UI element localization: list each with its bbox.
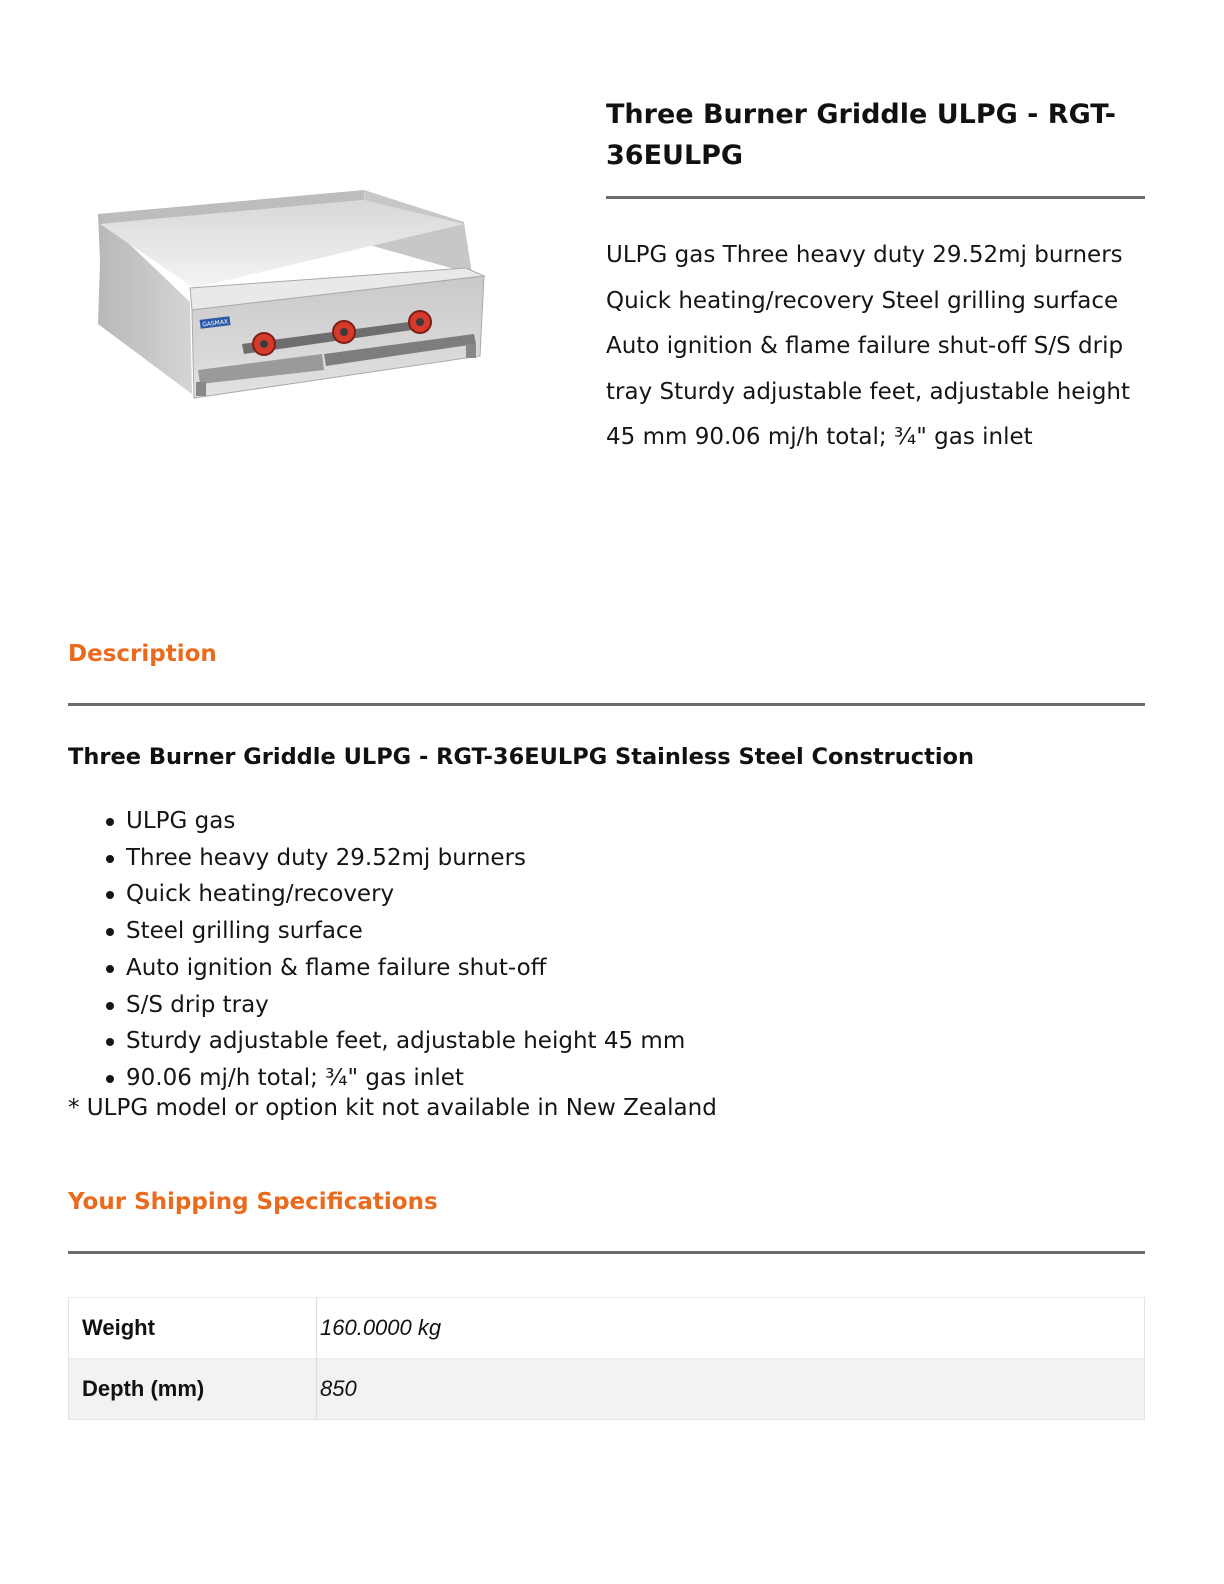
feature-list [68, 803, 685, 1097]
spec-label-depth: Depth (mm) [69, 1359, 317, 1420]
feature-item: S/S drip tray [68, 987, 685, 1024]
shipping-spec-table [68, 1297, 1145, 1420]
product-title: Three Burner Griddle ULPG - RGT-36EULPG [606, 99, 1116, 171]
feature-item: Quick heating/recovery [68, 876, 685, 913]
title-divider [606, 196, 1145, 199]
product-image [94, 184, 488, 404]
feature-item: Auto ignition & flame failure shut-off [68, 950, 685, 987]
feature-item: Three heavy duty 29.52mj burners [68, 840, 685, 877]
brand-badge-text: GASMAX [201, 318, 229, 329]
spec-value-weight: 160.0000 kg [317, 1298, 1145, 1359]
shipping-heading: Your Shipping Specifications [68, 1189, 438, 1215]
availability-note: * ULPG model or option kit not available in New Zealand [68, 1095, 717, 1121]
spec-value-depth: 850 [317, 1359, 1145, 1420]
description-divider [68, 703, 1145, 706]
feature-item: ULPG gas [68, 803, 685, 840]
description-heading: Description [68, 641, 217, 667]
feature-item: Steel grilling surface [68, 913, 685, 950]
feature-item: 90.06 mj/h total; ¾" gas inlet [68, 1060, 685, 1097]
shipping-divider [68, 1251, 1145, 1254]
table-row [69, 1298, 1145, 1359]
feature-item: Sturdy adjustable feet, adjustable height 45 mm [68, 1023, 685, 1060]
spec-label-weight: Weight [69, 1298, 317, 1359]
description-subtitle: Three Burner Griddle ULPG - RGT-36EULPG Stainless Steel Construction [68, 744, 975, 770]
product-short-description: ULPG gas Three heavy duty 29.52mj burners Quick heating/recovery Steel grilling surface Auto ignition & flame failure shut-off S/S drip tray Sturdy adjustable feet, adjustable height 45 mm 90.06 mj/h total; ¾" gas inlet [606, 242, 1131, 450]
table-row [69, 1359, 1145, 1420]
product-info [606, 94, 1146, 461]
